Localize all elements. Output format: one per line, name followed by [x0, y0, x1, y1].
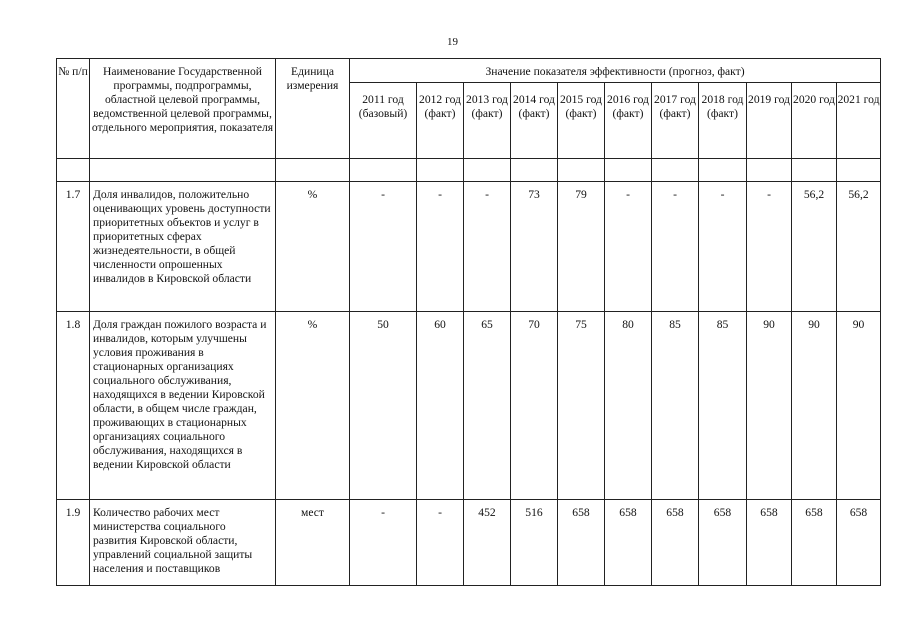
- value-cell: 70: [511, 312, 558, 500]
- table-row: [57, 500, 881, 586]
- value-cell: 60: [417, 312, 464, 500]
- table-body: [57, 159, 881, 586]
- value-cell: 80: [605, 312, 652, 500]
- header-num: № п/п: [57, 59, 90, 159]
- value-cell: 658: [792, 500, 837, 586]
- header-name: Наименование Государственной программы, подпрограммы, областной целевой программы, ведомственной целевой программы, отдельного мероприятия, показателя: [90, 59, 276, 159]
- value-cell: -: [350, 182, 417, 312]
- header-year: 2015 год (факт): [558, 83, 605, 159]
- unit-cell: %: [276, 312, 350, 500]
- value-cell: 85: [699, 312, 747, 500]
- value-cell: 85: [652, 312, 699, 500]
- value-cell: 73: [511, 182, 558, 312]
- value-cell: 75: [558, 312, 605, 500]
- header-year: 2017 год (факт): [652, 83, 699, 159]
- value-cell: 658: [558, 500, 605, 586]
- header-year: 2021 год: [837, 83, 881, 159]
- header-year: 2016 год (факт): [605, 83, 652, 159]
- header-year: 2014 год (факт): [511, 83, 558, 159]
- value-cell: 90: [747, 312, 792, 500]
- table-row: [57, 182, 881, 312]
- value-cell: -: [652, 182, 699, 312]
- value-cell: -: [464, 182, 511, 312]
- value-cell: 50: [350, 312, 417, 500]
- indicator-name: Количество рабочих мест министерства социального развития Кировской области, управлений социальной защиты населения и поставщиков: [90, 500, 276, 586]
- value-cell: -: [417, 182, 464, 312]
- value-cell: -: [699, 182, 747, 312]
- value-cell: 90: [792, 312, 837, 500]
- value-cell: 658: [837, 500, 881, 586]
- header-year: 2013 год (факт): [464, 83, 511, 159]
- value-cell: 658: [747, 500, 792, 586]
- unit-cell: %: [276, 182, 350, 312]
- row-number: 1.7: [57, 182, 90, 312]
- value-cell: -: [417, 500, 464, 586]
- value-cell: 516: [511, 500, 558, 586]
- indicators-table: [56, 58, 881, 586]
- header-year: 2020 год: [792, 83, 837, 159]
- header-year: 2018 год (факт): [699, 83, 747, 159]
- header-year: 2012 год (факт): [417, 83, 464, 159]
- value-cell: 452: [464, 500, 511, 586]
- value-cell: 658: [605, 500, 652, 586]
- value-cell: -: [747, 182, 792, 312]
- value-cell: 56,2: [837, 182, 881, 312]
- indicator-name: Доля граждан пожилого возраста и инвалидов, которым улучшены условия проживания в стационарных организациях социального обслуживания, находящихся в ведении Кировской области, в общем числе граждан, проживающих в стационарных организациях социального обслуживания, находящихся в ведении Кировской области: [90, 312, 276, 500]
- value-cell: 56,2: [792, 182, 837, 312]
- header-unit: Единица измерения: [276, 59, 350, 159]
- row-number: 1.8: [57, 312, 90, 500]
- table-header: [57, 59, 881, 159]
- row-number: 1.9: [57, 500, 90, 586]
- value-cell: 658: [699, 500, 747, 586]
- value-cell: -: [605, 182, 652, 312]
- header-values-group: Значение показателя эффективности (прогноз, факт): [350, 59, 881, 83]
- value-cell: 90: [837, 312, 881, 500]
- value-cell: 65: [464, 312, 511, 500]
- value-cell: 658: [652, 500, 699, 586]
- unit-cell: мест: [276, 500, 350, 586]
- page-number: 19: [447, 36, 458, 48]
- value-cell: -: [350, 500, 417, 586]
- indicator-name: Доля инвалидов, положительно оценивающих уровень доступности приоритетных объектов и услуг в приоритетных сферах жизнедеятельности, в общей численности опрошенных инвалидов в Кировской области: [90, 182, 276, 312]
- table-row: [57, 312, 881, 500]
- spacer-row: [57, 159, 881, 182]
- value-cell: 79: [558, 182, 605, 312]
- header-year: 2011 год (базовый): [350, 83, 417, 159]
- header-year: 2019 год: [747, 83, 792, 159]
